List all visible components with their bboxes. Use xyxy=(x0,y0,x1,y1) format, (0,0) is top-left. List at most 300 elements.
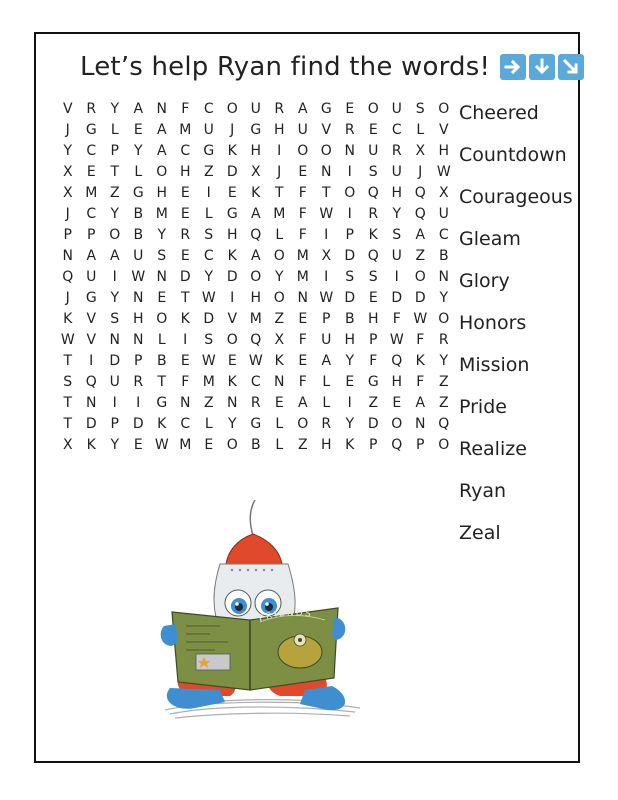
grid-cell: C xyxy=(391,122,402,138)
grid-cell: U xyxy=(438,206,449,222)
rocket-reading-illustration xyxy=(150,500,370,730)
grid-cell: Z xyxy=(368,395,379,411)
grid-cell: J xyxy=(65,206,70,222)
grid-cell: E xyxy=(298,164,308,180)
grid-cell: F xyxy=(392,311,401,327)
grid-cell: H xyxy=(367,311,379,327)
grid-cell: Y xyxy=(392,206,402,222)
grid-cell: K xyxy=(251,185,261,201)
grid-cell: E xyxy=(133,122,143,138)
grid-cell: T xyxy=(321,185,331,201)
grid-cell: Z xyxy=(203,395,214,411)
grid-cell: N xyxy=(86,395,97,411)
grid-cell: W xyxy=(319,206,334,222)
grid-cell: E xyxy=(180,353,190,369)
grid-cell: E xyxy=(180,206,190,222)
word-item: Gleam xyxy=(459,228,521,250)
grid-cell: I xyxy=(206,185,211,201)
grid-cell: Y xyxy=(157,227,167,243)
grid-cell: K xyxy=(368,227,378,243)
grid-cell: N xyxy=(415,416,426,432)
grid-cell: E xyxy=(180,248,190,264)
grid-cell: Y xyxy=(345,416,355,432)
grid-cell: S xyxy=(392,227,402,243)
grid-cell: R xyxy=(391,143,402,159)
grid-cell: Z xyxy=(203,164,214,180)
direction-icons xyxy=(500,54,584,80)
grid-cell: I xyxy=(347,206,352,222)
grid-cell: K xyxy=(274,353,284,369)
grid-cell: F xyxy=(416,332,425,348)
grid-cell: M xyxy=(85,185,98,201)
grid-cell: Q xyxy=(414,206,426,222)
grid-cell: H xyxy=(391,374,403,390)
grid-cell: B xyxy=(344,311,355,327)
grid-cell: S xyxy=(204,332,214,348)
grid-cell: V xyxy=(86,311,97,327)
grid-cell: O xyxy=(320,143,332,159)
grid-cell: Y xyxy=(110,101,120,117)
grid-cell: J xyxy=(65,290,70,306)
grid-cell: C xyxy=(438,227,449,243)
antenna xyxy=(250,500,255,536)
word-item: Zeal xyxy=(459,522,501,544)
grid-cell: F xyxy=(369,353,378,369)
grid-cell: X xyxy=(62,164,73,180)
grid-cell: T xyxy=(180,290,190,306)
grid-cell: U xyxy=(297,122,308,138)
grid-cell: R xyxy=(438,332,449,348)
grid-cell: W xyxy=(131,269,146,285)
grid-cell: M xyxy=(249,311,262,327)
grid-cell: E xyxy=(345,101,355,117)
grid-cell: L xyxy=(322,395,331,411)
letter-grid xyxy=(56,99,456,456)
grid-cell: W xyxy=(201,353,216,369)
grid-cell: O xyxy=(414,269,426,285)
grid-cell: W xyxy=(436,164,451,180)
grid-cell: R xyxy=(344,122,355,138)
grid-cell: U xyxy=(133,248,144,264)
grid-cell: O xyxy=(367,101,379,117)
grid-cell: E xyxy=(86,164,96,180)
arrow-down-icon xyxy=(529,54,555,80)
grid-cell: J xyxy=(418,164,423,180)
grid-cell: X xyxy=(321,248,332,264)
grid-cell: T xyxy=(63,416,73,432)
grid-cell: P xyxy=(110,416,119,432)
grid-cell: E xyxy=(227,353,237,369)
grid-cell: G xyxy=(156,395,168,411)
grid-cell: H xyxy=(391,185,403,201)
grid-cell: Q xyxy=(250,332,262,348)
left-hand xyxy=(161,624,178,646)
grid-cell: O xyxy=(156,164,168,180)
grid-cell: G xyxy=(367,374,379,390)
grid-cell: Y xyxy=(110,290,120,306)
grid-cell: O xyxy=(391,416,403,432)
grid-cell: I xyxy=(277,143,282,159)
grid-cell: N xyxy=(344,143,355,159)
grid-cell: N xyxy=(297,290,308,306)
grid-cell: P xyxy=(87,227,96,243)
grid-cell: E xyxy=(204,437,214,453)
grid-cell: L xyxy=(204,206,213,222)
grid-cell: P xyxy=(369,332,378,348)
grid-cell: A xyxy=(156,122,167,138)
grid-cell: A xyxy=(250,248,261,264)
grid-cell: Y xyxy=(204,269,214,285)
grid-cell: J xyxy=(65,122,70,138)
grid-cell: E xyxy=(345,374,355,390)
grid-cell: O xyxy=(297,416,309,432)
grid-cell: M xyxy=(179,437,192,453)
grid-cell: D xyxy=(344,248,356,264)
arrow-right-icon xyxy=(500,54,526,80)
right-hand xyxy=(332,618,345,640)
grid-cell: C xyxy=(86,206,97,222)
grid-cell: M xyxy=(273,206,286,222)
grid-cell: B xyxy=(133,227,144,243)
grid-cell: A xyxy=(415,395,426,411)
grid-cell: D xyxy=(344,290,356,306)
grid-cell: D xyxy=(414,290,426,306)
grid-cell: D xyxy=(226,269,238,285)
grid-cell: Q xyxy=(367,248,379,264)
word-item: Courageous xyxy=(459,186,573,208)
grid-cell: H xyxy=(344,332,356,348)
book-cover-text: FRIENDS xyxy=(257,608,314,625)
grid-cell: P xyxy=(416,437,425,453)
grid-cell: E xyxy=(392,395,402,411)
word-item: Cheered xyxy=(459,102,539,124)
grid-cell: X xyxy=(274,332,285,348)
grid-cell: H xyxy=(250,290,262,306)
grid-cell: Z xyxy=(438,374,449,390)
grid-cell: U xyxy=(321,332,332,348)
page-title: Let’s help Ryan find the words! xyxy=(80,52,491,82)
grid-cell: Y xyxy=(227,416,237,432)
grid-cell: C xyxy=(250,374,261,390)
grid-cell: Q xyxy=(438,416,450,432)
grid-cell: I xyxy=(112,269,117,285)
grid-cell: K xyxy=(227,248,237,264)
grid-cell: O xyxy=(226,101,238,117)
grid-cell: N xyxy=(227,395,238,411)
grid-cell: E xyxy=(298,353,308,369)
grid-cell: W xyxy=(319,290,334,306)
grid-cell: U xyxy=(368,143,379,159)
grid-cell: W xyxy=(389,332,404,348)
grid-cell: F xyxy=(298,185,307,201)
nose-cone xyxy=(226,534,282,564)
grid-cell: I xyxy=(324,227,329,243)
grid-cell: N xyxy=(321,164,332,180)
grid-cell: Y xyxy=(345,353,355,369)
grid-cell: V xyxy=(227,311,238,327)
grid-cell: R xyxy=(321,416,332,432)
grid-cell: N xyxy=(156,101,167,117)
grid-cell: V xyxy=(438,122,449,138)
grid-cell: R xyxy=(274,101,285,117)
grid-cell: N xyxy=(62,248,73,264)
grid-cell: S xyxy=(63,374,73,390)
grid-cell: M xyxy=(296,269,309,285)
grid-cell: A xyxy=(156,143,167,159)
grid-cell: W xyxy=(413,311,428,327)
grid-cell: H xyxy=(226,227,238,243)
grid-cell: N xyxy=(180,395,191,411)
grid-cell: N xyxy=(156,269,167,285)
grid-cell: B xyxy=(133,206,144,222)
grid-cell: X xyxy=(62,185,73,201)
grid-cell: M xyxy=(155,206,168,222)
grid-cell: A xyxy=(133,101,144,117)
grid-cell: Q xyxy=(367,185,379,201)
grid-cell: I xyxy=(394,269,399,285)
grid-cell: M xyxy=(179,122,192,138)
arrow-down-right-icon xyxy=(558,54,584,80)
grid-cell: F xyxy=(181,374,190,390)
grid-cell: F xyxy=(298,332,307,348)
grid-cell: S xyxy=(345,269,355,285)
grid-cell: O xyxy=(273,290,285,306)
grid-cell: O xyxy=(156,311,168,327)
grid-cell: T xyxy=(63,395,73,411)
grid-cell: U xyxy=(203,122,214,138)
grid-cell: I xyxy=(347,164,352,180)
grid-cell: O xyxy=(273,248,285,264)
grid-cell: R xyxy=(250,395,261,411)
grid-cell: Z xyxy=(274,311,285,327)
grid-cell: L xyxy=(275,437,284,453)
grid-cell: V xyxy=(321,122,332,138)
grid-cell: H xyxy=(320,437,332,453)
grid-cell: R xyxy=(180,227,191,243)
grid-cell: P xyxy=(110,143,119,159)
grid-cell: B xyxy=(156,353,167,369)
grid-cell: L xyxy=(157,332,166,348)
grid-cell: D xyxy=(203,311,215,327)
grid-cell: Y xyxy=(110,437,120,453)
grid-cell: V xyxy=(62,101,73,117)
grid-cell: L xyxy=(275,416,284,432)
grid-cell: L xyxy=(134,164,143,180)
grid-cell: E xyxy=(298,311,308,327)
grid-cell: S xyxy=(368,164,378,180)
grid-cell: P xyxy=(63,227,72,243)
grid-cell: S xyxy=(368,269,378,285)
grid-cell: I xyxy=(324,269,329,285)
grid-cell: O xyxy=(438,311,450,327)
grid-cell: Q xyxy=(85,374,97,390)
grid-cell: B xyxy=(438,248,449,264)
grid-cell: X xyxy=(62,437,73,453)
grid-cell: F xyxy=(298,374,307,390)
grid-cell: K xyxy=(227,143,237,159)
grid-cell: A xyxy=(250,206,261,222)
grid-cell: A xyxy=(321,353,332,369)
left-foot xyxy=(167,688,225,709)
grid-cell: N xyxy=(274,374,285,390)
grid-cell: A xyxy=(86,248,97,264)
grid-cell: Y xyxy=(110,206,120,222)
grid-cell: P xyxy=(322,311,331,327)
grid-cell: H xyxy=(250,143,262,159)
grid-cell: H xyxy=(179,164,191,180)
grid-cell: G xyxy=(85,122,97,138)
grid-cell: D xyxy=(226,164,238,180)
grid-cell: F xyxy=(298,227,307,243)
grid-cell: T xyxy=(110,164,120,180)
grid-cell: I xyxy=(230,290,235,306)
grid-cell: K xyxy=(415,353,425,369)
grid-cell: Q xyxy=(414,185,426,201)
grid-cell: P xyxy=(369,437,378,453)
grid-cell: O xyxy=(344,185,356,201)
grid-cell: T xyxy=(157,374,167,390)
grid-cell: U xyxy=(109,374,120,390)
grid-cell: A xyxy=(297,395,308,411)
grid-cell: Q xyxy=(62,269,74,285)
grid-cell: Y xyxy=(439,353,449,369)
word-item: Honors xyxy=(459,312,527,334)
grid-cell: R xyxy=(368,206,379,222)
grid-cell: P xyxy=(345,227,354,243)
grid-cell: E xyxy=(274,395,284,411)
grid-cell: Q xyxy=(391,353,403,369)
grid-cell: H xyxy=(132,311,144,327)
grid-cell: I xyxy=(183,332,188,348)
grid-cell: D xyxy=(179,269,191,285)
grid-cell: O xyxy=(250,269,262,285)
open-book xyxy=(172,608,338,690)
grid-cell: J xyxy=(230,122,235,138)
word-item: Mission xyxy=(459,354,530,376)
grid-cell: F xyxy=(181,101,190,117)
word-item: Glory xyxy=(459,270,510,292)
grid-cell: M xyxy=(296,248,309,264)
grid-cell: K xyxy=(180,311,190,327)
grid-cell: S xyxy=(110,311,120,327)
grid-cell: I xyxy=(136,395,141,411)
grid-cell: Y xyxy=(133,143,143,159)
grid-cell: Q xyxy=(391,437,403,453)
grid-cell: W xyxy=(248,353,263,369)
grid-cell: M xyxy=(202,374,215,390)
grid-cell: X xyxy=(415,143,426,159)
grid-cell: G xyxy=(85,290,97,306)
grid-cell: E xyxy=(157,290,167,306)
grid-cell: W xyxy=(60,332,75,348)
grid-cell: K xyxy=(63,311,73,327)
grid-cell: U xyxy=(86,269,97,285)
grid-cell: Z xyxy=(415,248,426,264)
grid-cell: E xyxy=(180,185,190,201)
grid-cell: J xyxy=(277,164,282,180)
grid-cell: G xyxy=(250,122,262,138)
grid-cell: C xyxy=(203,101,214,117)
grid-cell: H xyxy=(273,122,285,138)
grid-cell: L xyxy=(204,416,213,432)
grid-cell: P xyxy=(134,353,143,369)
grid-cell: D xyxy=(132,416,144,432)
grid-cell: I xyxy=(89,353,94,369)
grid-cell: O xyxy=(438,437,450,453)
word-item: Countdown xyxy=(459,144,567,166)
word-item: Pride xyxy=(459,396,507,418)
grid-cell: C xyxy=(86,143,97,159)
grid-cell: E xyxy=(368,290,378,306)
grid-cell: T xyxy=(274,185,284,201)
grid-cell: N xyxy=(133,332,144,348)
grid-cell: U xyxy=(250,101,261,117)
grid-cell: G xyxy=(226,206,238,222)
grid-cell: N xyxy=(109,332,120,348)
grid-cell: G xyxy=(250,416,262,432)
grid-cell: C xyxy=(180,143,191,159)
grid-cell: L xyxy=(416,122,425,138)
grid-cell: G xyxy=(203,143,215,159)
grid-cell: E xyxy=(368,122,378,138)
grid-cell: F xyxy=(416,374,425,390)
grid-cell: D xyxy=(109,353,121,369)
grid-cell: O xyxy=(226,332,238,348)
grid-cell: X xyxy=(250,164,261,180)
grid-cell: L xyxy=(110,122,119,138)
grid-cell: K xyxy=(345,437,355,453)
grid-cell: D xyxy=(367,416,379,432)
grid-cell: R xyxy=(133,374,144,390)
grid-cell: C xyxy=(203,248,214,264)
grid-cell: I xyxy=(347,395,352,411)
grid-cell: U xyxy=(391,101,402,117)
grid-cell: Z xyxy=(109,185,120,201)
title-row xyxy=(80,50,584,84)
grid-cell: S xyxy=(415,101,425,117)
grid-cell: D xyxy=(85,416,97,432)
grid-cell: S xyxy=(204,227,214,243)
grid-cell: K xyxy=(86,437,96,453)
grid-cell: W xyxy=(154,437,169,453)
grid-cell: Z xyxy=(297,437,308,453)
grid-cell: A xyxy=(415,227,426,243)
grid-cell: U xyxy=(391,164,402,180)
grid-cell: N xyxy=(438,269,449,285)
grid-cell: O xyxy=(109,227,121,243)
grid-cell: Q xyxy=(250,227,262,243)
grid-cell: G xyxy=(132,185,144,201)
grid-cell: A xyxy=(109,248,120,264)
grid-cell: O xyxy=(226,437,238,453)
grid-cell: L xyxy=(322,374,331,390)
grid-cell: R xyxy=(86,101,97,117)
grid-cell: T xyxy=(63,353,73,369)
word-item: Realize xyxy=(459,438,527,460)
grid-cell: I xyxy=(112,395,117,411)
grid-cell: Y xyxy=(274,269,284,285)
grid-cell: Y xyxy=(439,290,449,306)
grid-cell: V xyxy=(86,332,97,348)
grid-cell: G xyxy=(320,101,332,117)
grid-cell: U xyxy=(391,248,402,264)
grid-cell: F xyxy=(298,206,307,222)
grid-cell: C xyxy=(180,416,191,432)
grid-cell: A xyxy=(297,101,308,117)
grid-cell: E xyxy=(133,437,143,453)
grid-cell: H xyxy=(438,143,450,159)
grid-cell: N xyxy=(133,290,144,306)
